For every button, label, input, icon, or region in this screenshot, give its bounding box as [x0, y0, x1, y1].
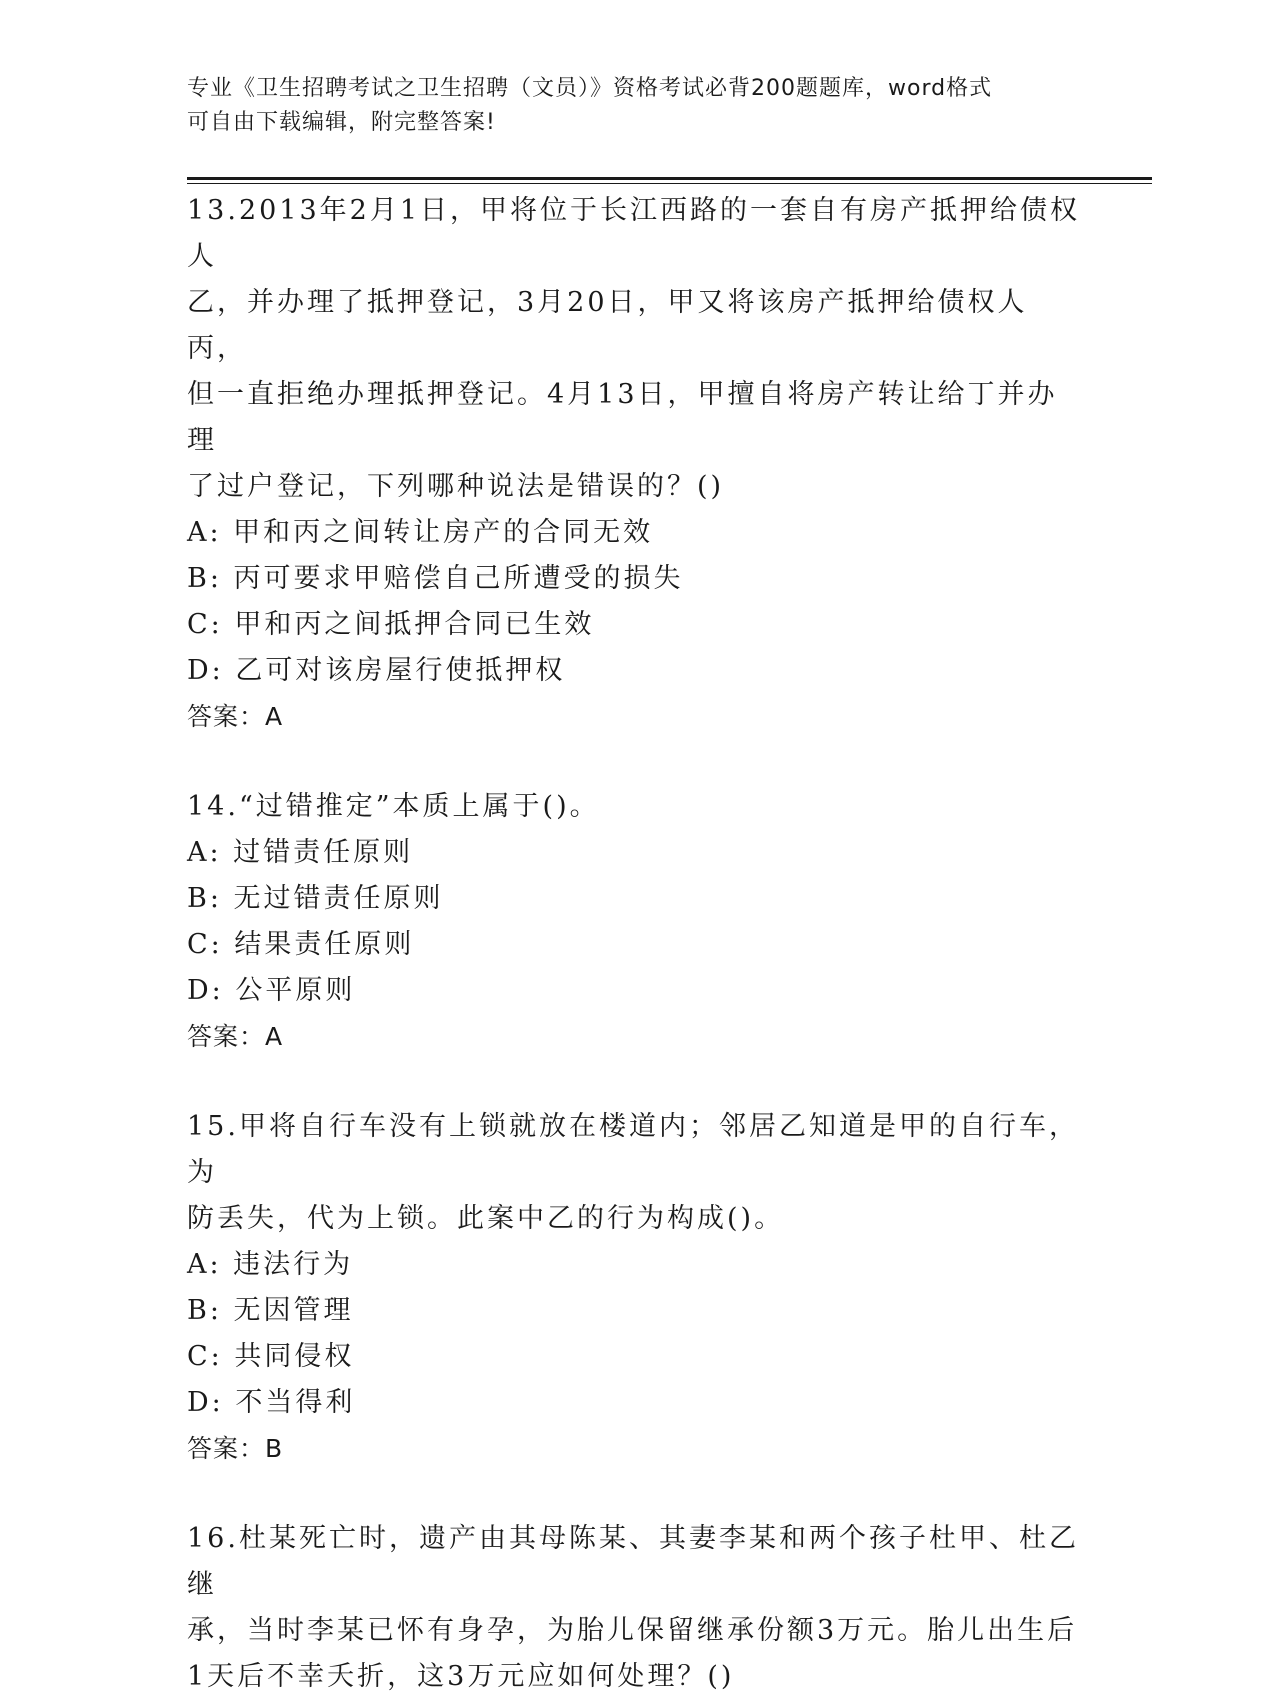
option-c: C: 甲和丙之间抵押合同已生效	[187, 609, 595, 640]
option-d: D: 乙可对该房屋行使抵押权	[187, 655, 566, 686]
option-c: C: 共同侵权	[187, 1341, 355, 1372]
question-list	[187, 188, 1087, 1700]
question-13	[187, 188, 1087, 740]
question-text-line: 承，当时李某已怀有身孕，为胎儿保留继承份额3万元。胎儿出生后	[187, 1615, 1078, 1646]
header-divider-thin	[187, 183, 1152, 184]
document-header	[187, 72, 1087, 140]
question-15	[187, 1104, 1087, 1472]
option-a: A: 甲和丙之间转让房产的合同无效	[187, 517, 654, 548]
question-text-line: 了过户登记，下列哪种说法是错误的？()	[187, 471, 725, 502]
option-c: C: 结果责任原则	[187, 929, 415, 960]
option-a: A: 违法行为	[187, 1249, 354, 1280]
header-divider-thick	[187, 177, 1152, 180]
question-text-line: 16.杜某死亡时，遗产由其母陈某、其妻李某和两个孩子杜甲、杜乙继	[187, 1523, 1079, 1600]
option-d: D: 公平原则	[187, 975, 356, 1006]
spacer	[187, 1472, 1087, 1516]
answer: 答案：A	[187, 702, 284, 731]
spacer	[187, 740, 1087, 784]
header-line-2: 可自由下载编辑，附完整答案!	[187, 110, 496, 135]
question-text-line: 15.甲将自行车没有上锁就放在楼道内；邻居乙知道是甲的自行车，为	[187, 1111, 1079, 1188]
answer: 答案：B	[187, 1434, 284, 1463]
question-text-line: 1天后不幸夭折，这3万元应如何处理？()	[187, 1661, 735, 1692]
spacer	[187, 1060, 1087, 1104]
question-text-line: 13.2013年2月1日，甲将位于长江西路的一套自有房产抵押给债权人	[187, 195, 1081, 272]
option-b: B: 无因管理	[187, 1295, 354, 1326]
question-text-line: 14.“过错推定”本质上属于()。	[187, 791, 600, 822]
question-text-line: 防丢失，代为上锁。此案中乙的行为构成()。	[187, 1203, 785, 1234]
question-14	[187, 784, 1087, 1060]
question-text-line: 但一直拒绝办理抵押登记。4月13日，甲擅自将房产转让给丁并办理	[187, 379, 1058, 456]
option-b: B: 丙可要求甲赔偿自己所遭受的损失	[187, 563, 684, 594]
option-b: B: 无过错责任原则	[187, 883, 444, 914]
answer: 答案：A	[187, 1022, 284, 1051]
question-16	[187, 1516, 1087, 1700]
question-text-line: 乙，并办理了抵押登记，3月20日，甲又将该房产抵押给债权人丙，	[187, 287, 1028, 364]
header-line-1: 专业《卫生招聘考试之卫生招聘（文员）》资格考试必背200题题库，word格式	[187, 76, 993, 101]
option-d: D: 不当得利	[187, 1387, 356, 1418]
option-a: A: 过错责任原则	[187, 837, 414, 868]
